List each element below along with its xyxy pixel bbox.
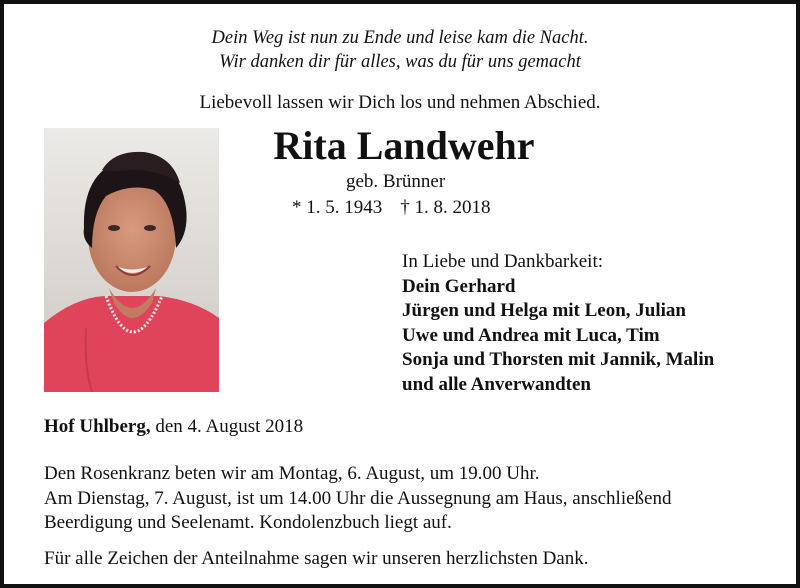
life-dates	[292, 196, 491, 220]
mourner-line: Dein Gerhard	[402, 275, 516, 297]
death-date: † 1. 8. 2018	[400, 197, 491, 218]
service-info	[44, 462, 784, 536]
place-name: Hof Uhlberg,	[44, 416, 151, 437]
thanks-line: Für alle Zeichen der Anteilnahme sagen wir unseren herzlichsten Dank.	[44, 548, 589, 569]
poem-line-1: Dein Weg ist nun zu Ende und leise kam die Nacht.	[211, 28, 589, 48]
service-line-1: Den Rosenkranz beten wir am Montag, 6. August, um 19.00 Uhr.	[44, 463, 540, 484]
poem-line-2: Wir danken dir für alles, was du für uns gemacht	[219, 52, 581, 72]
farewell-line: Liebevoll lassen wir Dich los und nehmen Abschied.	[199, 92, 601, 113]
service-line-2: Am Dienstag, 7. August, ist um 14.00 Uhr die Aussegnung am Haus, anschließend	[44, 487, 672, 509]
mourners-block	[402, 250, 714, 397]
service-line-3: Beerdigung und Seelenamt. Kondolenzbuch liegt auf.	[44, 512, 452, 533]
mourners-intro: In Liebe und Dankbarkeit:	[402, 251, 604, 272]
mourner-line: Uwe und Andrea mit Luca, Tim	[402, 324, 660, 346]
place-date-line	[44, 415, 303, 439]
birth-name: geb. Brünner	[346, 171, 446, 192]
birth-date: * 1. 5. 1943	[292, 197, 383, 218]
mourner-line: Sonja und Thorsten mit Jannik, Malin	[402, 349, 715, 370]
mourner-line: und alle Anverwandten	[402, 373, 591, 395]
mourner-line: Jürgen und Helga mit Leon, Julian	[402, 300, 686, 321]
portrait-illustration	[44, 128, 219, 392]
poem-verse	[4, 26, 796, 74]
notice-date: den 4. August 2018	[155, 416, 304, 437]
deceased-name: Rita Landwehr	[273, 123, 535, 168]
portrait-photo	[44, 128, 219, 392]
